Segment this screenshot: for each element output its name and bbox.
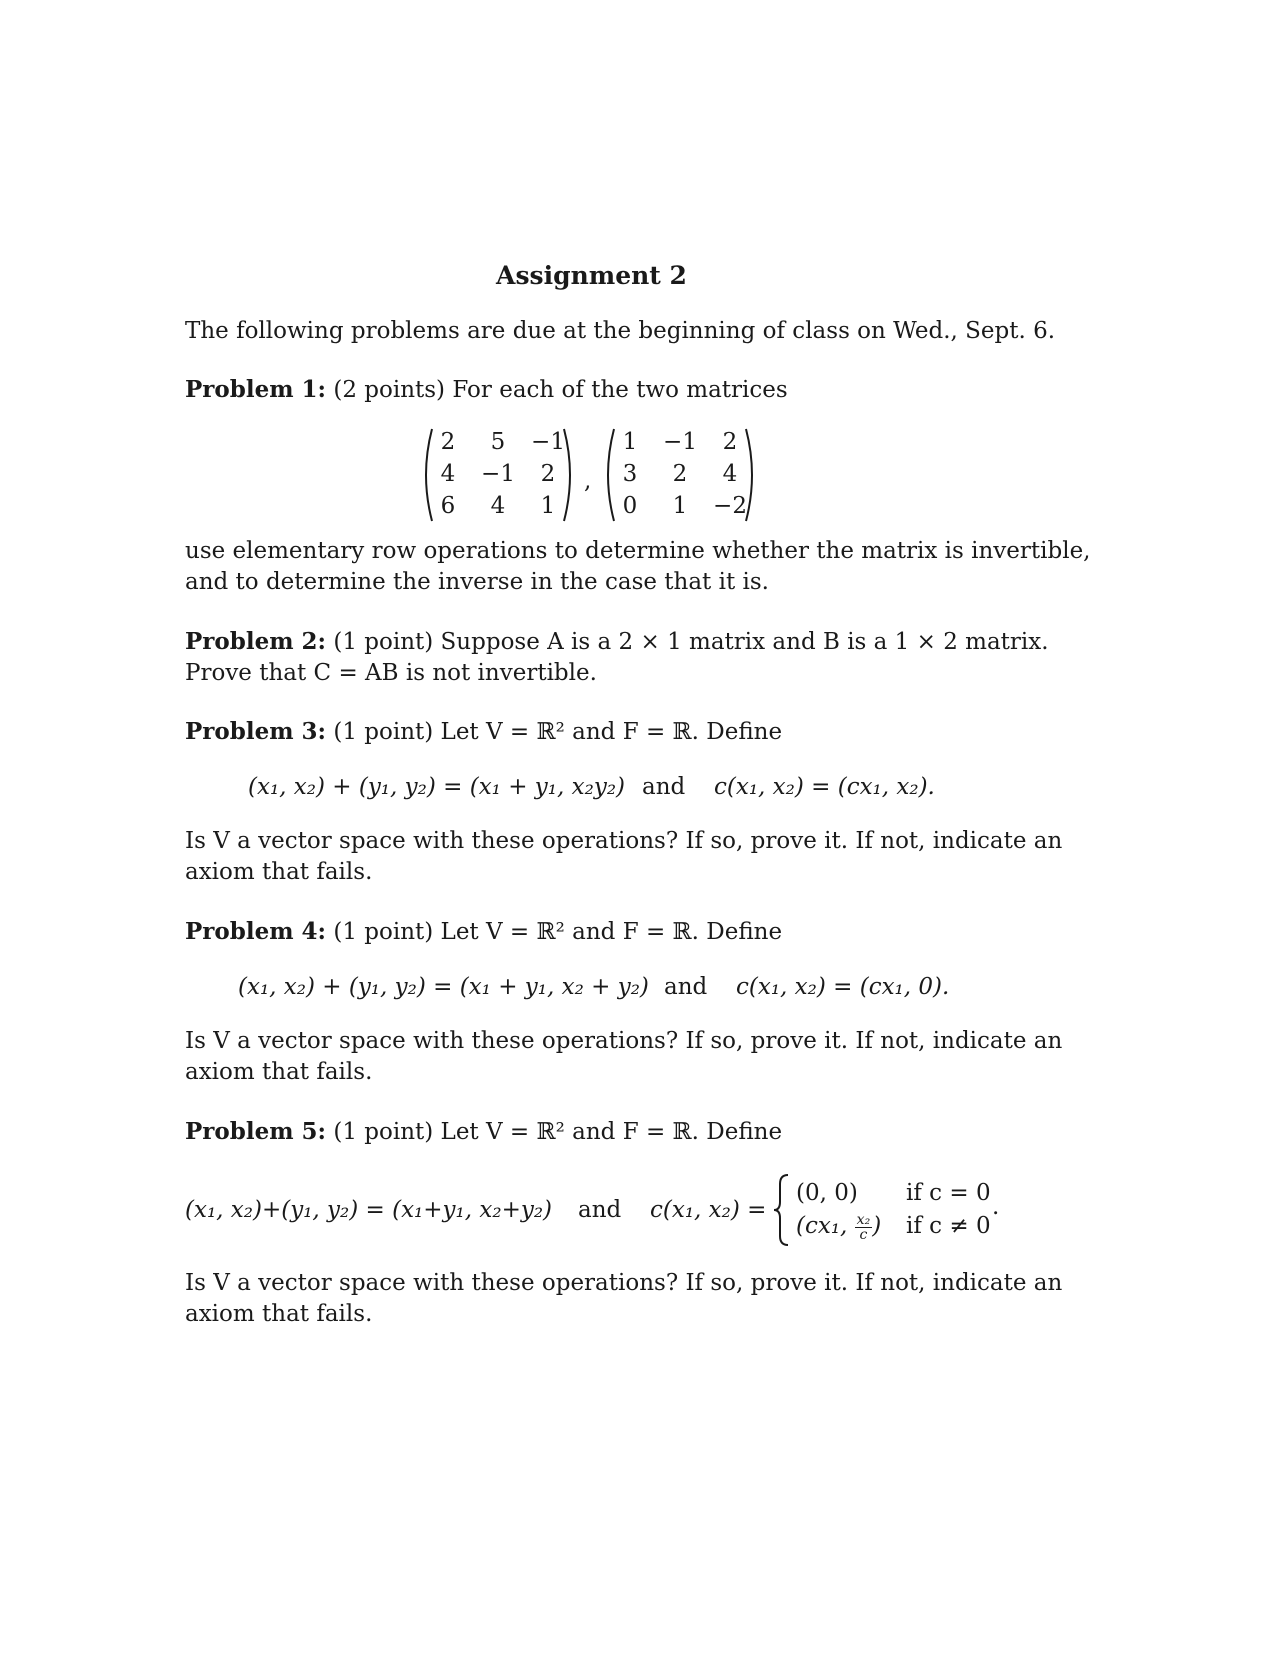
cases-brace	[770, 1172, 794, 1248]
problem-3-scalar-def: c(x₁, x₂) = (cx₁, x₂).	[714, 774, 935, 800]
matrix-b-cell: 2	[722, 429, 738, 455]
matrix-separator: ,	[584, 468, 592, 494]
matrix-a-cell: 4	[440, 461, 456, 487]
problem-5-label: Problem 5:	[185, 1118, 327, 1145]
intro-text: The following problems are due at the beginning of class on Wed., Sept. 6.	[185, 318, 1056, 344]
problem-5-heading	[185, 1116, 1005, 1148]
problem-4-q2: axiom that fails.	[185, 1059, 373, 1085]
problem-5-lead: Let V = ℝ² and F = ℝ. Define	[440, 1119, 783, 1145]
matrix-b-cell: 4	[722, 461, 738, 487]
case-2-value-pre: (cx₁,	[796, 1213, 848, 1239]
case-2-numerator: x₂	[856, 1211, 871, 1228]
problem-3-heading	[185, 716, 1005, 748]
problem-4-label: Problem 4:	[185, 918, 327, 945]
problem-5-question	[185, 1268, 1063, 1330]
problem-3-points: (1 point)	[333, 719, 434, 745]
problem-2-line1: Suppose A is a 2 × 1 matrix and B is a 1 × 2 matrix.	[440, 629, 1049, 655]
matrix-a-cell: 5	[490, 429, 506, 455]
matrix-b-cell: 2	[672, 461, 688, 487]
problem-3-q2: axiom that fails.	[185, 859, 373, 885]
matrix-a-cell: −1	[531, 429, 565, 455]
problem-4-add-def: (x₁, x₂) + (y₁, y₂) = (x₁ + y₁, x₂ + y₂)	[238, 974, 649, 1000]
problem-1-lead: For each of the two matrices	[452, 377, 788, 403]
problem-1-body	[185, 536, 1091, 598]
page-title: Assignment 2	[496, 261, 687, 290]
problem-4-lead: Let V = ℝ² and F = ℝ. Define	[440, 919, 783, 945]
case-2-value-post: )	[872, 1213, 882, 1239]
case-1-condition: if c = 0	[906, 1180, 991, 1206]
matrix-b	[600, 425, 760, 525]
matrix-b-cell: 0	[622, 493, 638, 519]
problem-1-heading	[185, 374, 1005, 406]
problem-3-q1: Is V a vector space with these operations? If so, prove it. If not, indicate an	[185, 828, 1063, 854]
matrix-a-cell: −1	[481, 461, 515, 487]
problem-5-end-punct: .	[992, 1194, 1000, 1220]
problem-3-add-def: (x₁, x₂) + (y₁, y₂) = (x₁ + y₁, x₂y₂)	[248, 774, 626, 800]
problem-1-label: Problem 1:	[185, 376, 327, 403]
case-2-condition: if c ≠ 0	[906, 1213, 991, 1239]
problem-2-points: (1 point)	[333, 629, 434, 655]
problem-1-body-line2: and to determine the inverse in the case that it is.	[185, 569, 769, 595]
case-1-value: (0, 0)	[796, 1180, 858, 1206]
problem-3-question	[185, 826, 1063, 888]
case-2-fraction	[855, 1213, 873, 1242]
case-2-value	[796, 1211, 881, 1242]
problem-1-body-line1: use elementary row operations to determine whether the matrix is invertible,	[185, 538, 1091, 564]
matrix-a	[418, 425, 578, 525]
problem-5-q2: axiom that fails.	[185, 1301, 373, 1327]
matrix-b-cell: 3	[622, 461, 638, 487]
matrix-b-cell: −1	[663, 429, 697, 455]
problem-1-points: (2 points)	[333, 377, 446, 403]
matrix-a-cell: 6	[440, 493, 456, 519]
problem-5-q1: Is V a vector space with these operations? If so, prove it. If not, indicate an	[185, 1270, 1063, 1296]
problem-5-add-def: (x₁, x₂)+(y₁, y₂) = (x₁+y₁, x₂+y₂)	[185, 1197, 553, 1223]
problem-5-points: (1 point)	[333, 1119, 434, 1145]
problem-5-scalar-lhs: c(x₁, x₂) =	[650, 1197, 767, 1223]
case-2-denominator: c	[859, 1226, 868, 1243]
problem-3-label: Problem 3:	[185, 718, 327, 745]
problem-2	[185, 626, 1049, 689]
matrix-b-cell: 1	[672, 493, 688, 519]
problem-4-points: (1 point)	[333, 919, 434, 945]
matrix-b-cell: 1	[622, 429, 638, 455]
problem-4-and: and	[664, 974, 708, 1000]
problem-5-and: and	[578, 1197, 622, 1223]
matrix-b-cell: −2	[713, 493, 747, 519]
problem-2-label: Problem 2:	[185, 628, 327, 655]
matrix-a-cell: 4	[490, 493, 506, 519]
matrix-a-cell: 1	[540, 493, 556, 519]
problem-3-and: and	[642, 774, 686, 800]
problem-4-question	[185, 1026, 1063, 1088]
matrix-a-cell: 2	[440, 429, 456, 455]
problem-3-lead: Let V = ℝ² and F = ℝ. Define	[440, 719, 783, 745]
problem-4-heading	[185, 916, 1005, 948]
problem-4-scalar-def: c(x₁, x₂) = (cx₁, 0).	[736, 974, 950, 1000]
problem-4-q1: Is V a vector space with these operations? If so, prove it. If not, indicate an	[185, 1028, 1063, 1054]
problem-2-line2: Prove that C = AB is not invertible.	[185, 660, 597, 686]
matrix-a-cell: 2	[540, 461, 556, 487]
